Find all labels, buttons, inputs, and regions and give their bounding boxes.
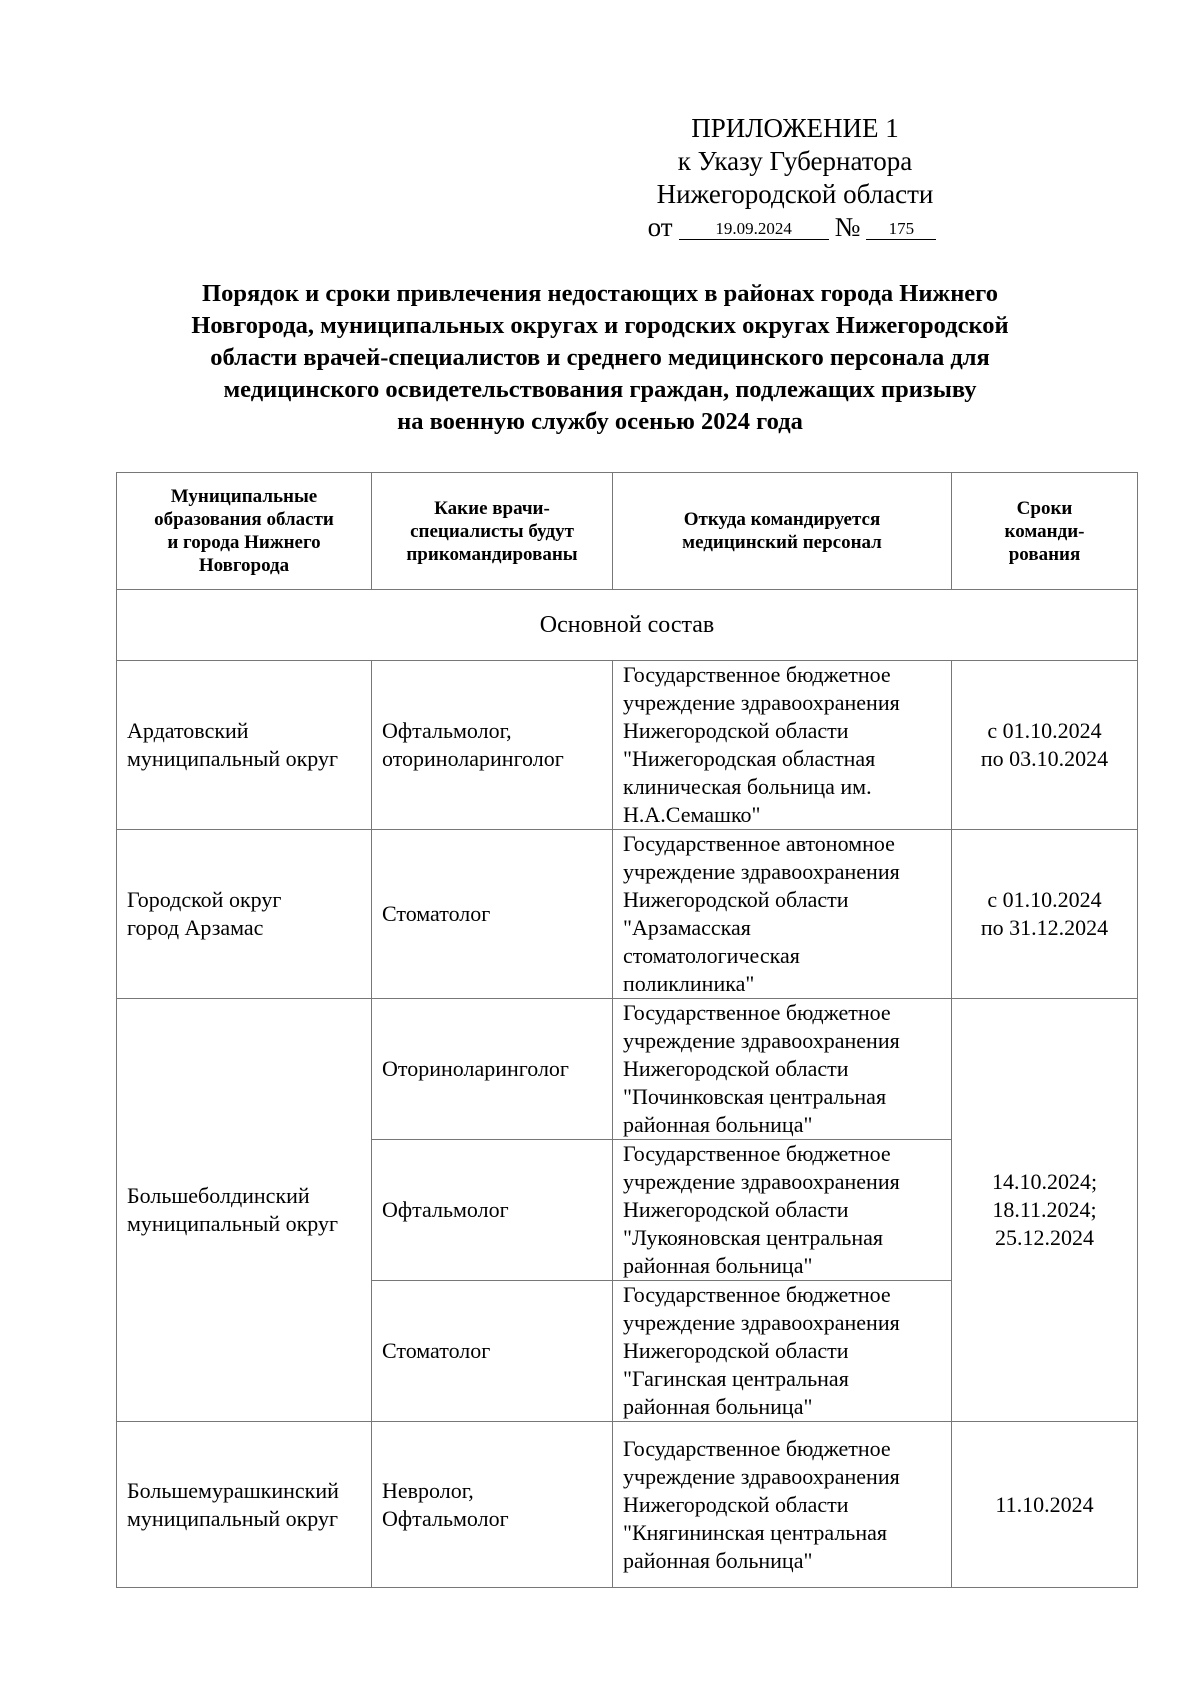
header-source: Откуда командируется медицинский персонал [613,473,952,590]
cell-source: Государственное автономное учреждение здравоохранения Нижегородской области "Арзамасская стоматологическая поликлиника" [613,830,952,999]
number-sign: № [834,212,861,242]
heading-line: области врачей-специалистов и среднего медицинского персонала для [210,344,990,371]
appendix-line-decree: к Указу Губернатора [677,146,913,176]
table-row [117,1422,1138,1588]
heading-line: медицинского освидетельствования граждан, подлежащих призыву [223,376,977,403]
cell-specialists: Невролог, Офтальмолог [372,1422,613,1588]
cell-municipality: Городской округ город Арзамас [117,830,372,999]
cell-source: Государственное бюджетное учреждение здравоохранения Нижегородской области "Лукояновская центральная районная больница" [613,1140,952,1281]
heading-line: на военную службу осенью 2024 года [397,408,803,435]
cell-source: Государственное бюджетное учреждение здравоохранения Нижегородской области "Княгининская центральная районная больница" [613,1422,952,1588]
table-row [117,830,1138,999]
cell-source: Государственное бюджетное учреждение здравоохранения Нижегородской области "Гагинская центральная районная больница" [613,1281,952,1422]
cell-period: с 01.10.2024 по 03.10.2024 [952,661,1138,830]
header-period: Сроки команди- рования [952,473,1138,590]
decree-number: 175 [866,219,936,240]
cell-specialists: Стоматолог [372,1281,613,1422]
document-heading [150,278,1050,438]
table-row [117,999,1138,1140]
appendix-block [640,112,950,244]
cell-source: Государственное бюджетное учреждение здравоохранения Нижегородской области "Нижегородская областная клиническая больница им. Н.А.Семашко" [613,661,952,830]
section-row [117,590,1138,661]
appendix-line-region: Нижегородской области [656,179,934,209]
decree-date: 19.09.2024 [679,219,829,240]
cell-municipality: Ардатовский муниципальный округ [117,661,372,830]
table-row [117,661,1138,830]
heading-line: Новгорода, муниципальных округах и городских округах Нижегородской [191,312,1009,339]
section-title: Основной состав [117,590,1138,661]
cell-specialists: Офтальмолог [372,1140,613,1281]
cell-municipality: Большемурашкинский муниципальный округ [117,1422,372,1588]
cell-specialists: Стоматолог [372,830,613,999]
header-specialists: Какие врачи- специалисты будут прикомандированы [372,473,613,590]
cell-specialists: Оториноларинголог [372,999,613,1140]
header-municipality: Муниципальные образования области и города Нижнего Новгорода [117,473,372,590]
appendix-title: ПРИЛОЖЕНИЕ 1 [691,113,899,143]
cell-specialists: Офтальмолог, оториноларинголог [372,661,613,830]
decree-date-line [640,211,950,244]
cell-municipality: Большеболдинский муниципальный округ [117,999,372,1422]
heading-line: Порядок и сроки привлечения недостающих в районах города Нижнего [202,280,998,307]
assignment-table [116,472,1138,1588]
table-header-row [117,473,1138,590]
cell-period: с 01.10.2024 по 31.12.2024 [952,830,1138,999]
cell-period: 11.10.2024 [952,1422,1138,1588]
cell-period: 14.10.2024; 18.11.2024; 25.12.2024 [952,999,1138,1422]
cell-source: Государственное бюджетное учреждение здравоохранения Нижегородской области "Починковская центральная районная больница" [613,999,952,1140]
date-prefix: от [647,212,673,242]
